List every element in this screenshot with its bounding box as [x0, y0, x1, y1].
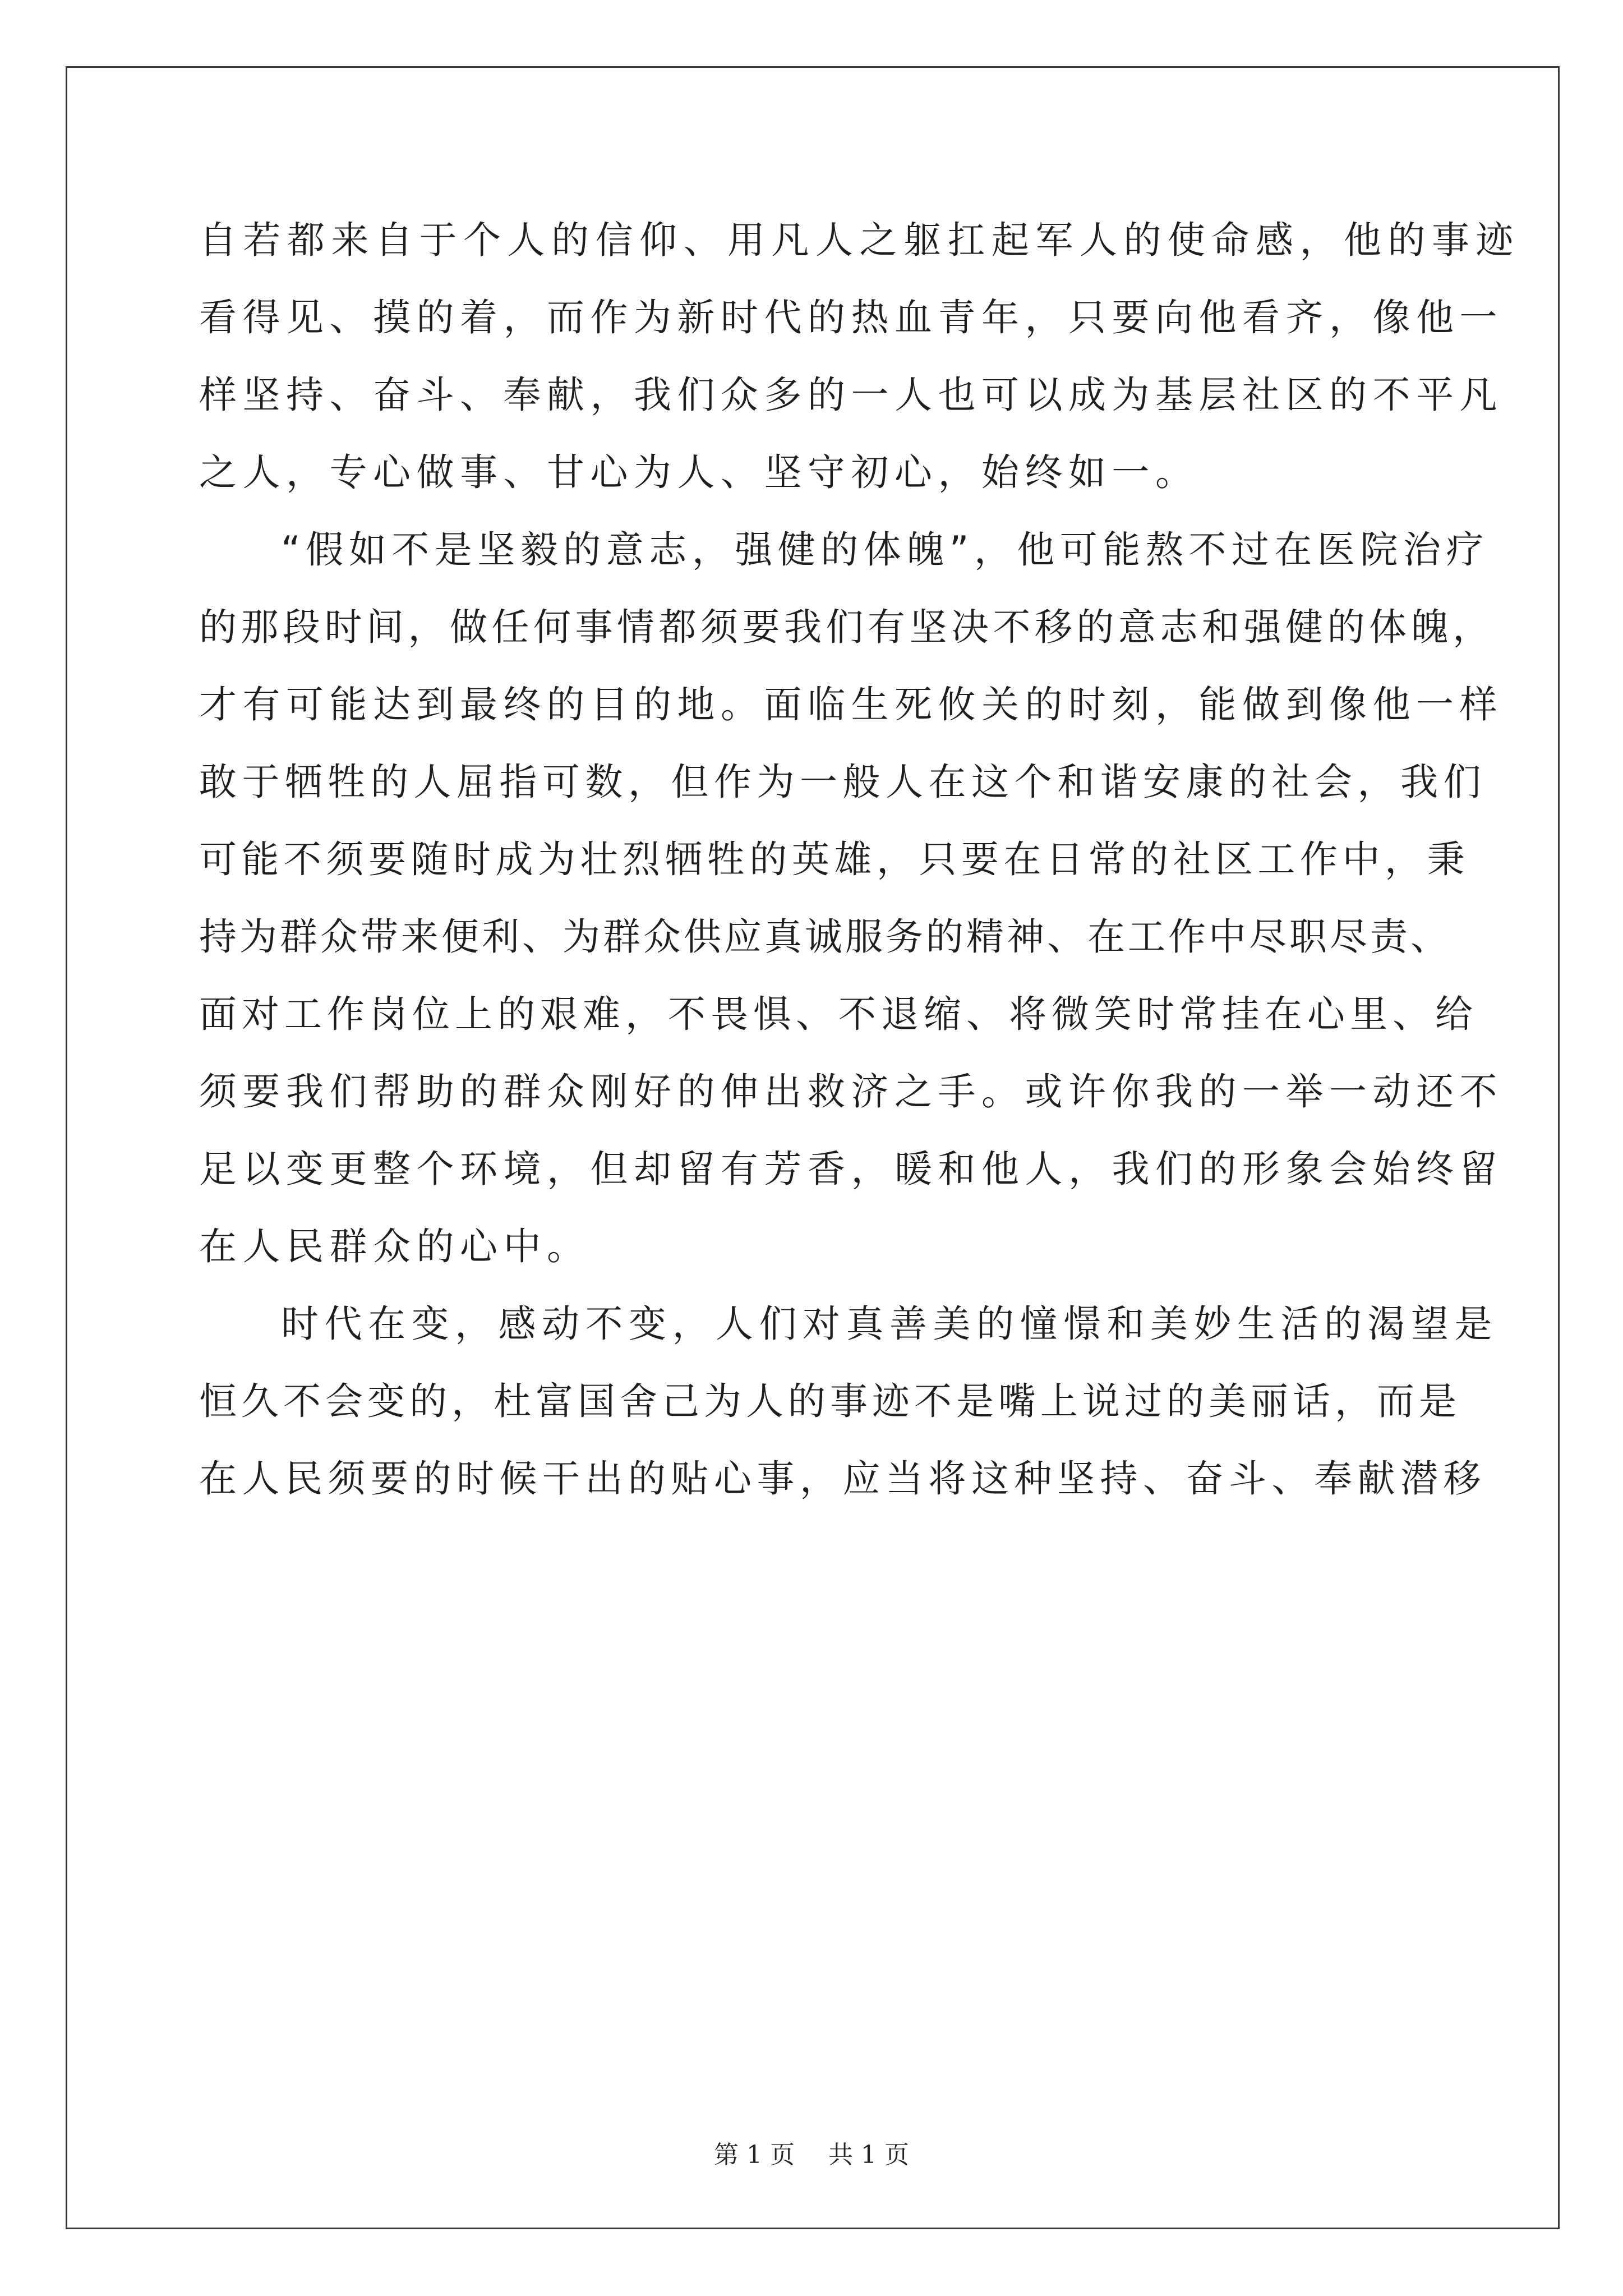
text-line: 足以变更整个环境，但却留有芳香，暖和他人，我们的形象会始终留 — [199, 1147, 1503, 1191]
page-number-total: 共 1 页 — [828, 2141, 909, 2169]
text-line: 自若都来自于个人的信仰、用凡人之躯扛起军人的使命感，他的事迹 — [199, 218, 1520, 262]
page-footer — [0, 2134, 1623, 2170]
text-line: 在人民须要的时候干出的贴心事，应当将这种坚持、奋斗、奉献潜移 — [199, 1457, 1486, 1501]
page-number-current: 第 1 页 — [714, 2141, 795, 2169]
text-line: 才有可能达到最终的目的地。面临生死攸关的时刻，能做到像他一样 — [199, 683, 1503, 726]
text-line: 面对工作岗位上的艰难，不畏惧、不退缩、将微笑时常挂在心里、给 — [199, 992, 1478, 1036]
text-line: “假如不是坚毅的意志，强健的体魄”，他可能熬不过在医院治疗 — [281, 528, 1489, 572]
text-line: 须要我们帮助的群众刚好的伸出救济之手。或许你我的一举一动还不 — [199, 1070, 1503, 1114]
document-body — [199, 218, 1520, 1534]
text-line: 看得见、摸的着，而作为新时代的热血青年，只要向他看齐，像他一 — [199, 296, 1503, 339]
text-line: 在人民群众的心中。 — [199, 1225, 591, 1268]
text-line: 持为群众带来便利、为群众供应真诚服务的精神、在工作中尽职尽责、 — [199, 915, 1451, 959]
text-line: 之人，专心做事、甘心为人、坚守初心，始终如一。 — [199, 450, 1199, 494]
text-line: 恒久不会变的，杜富国舍己为人的事迹不是嘴上说过的美丽话，而是 — [199, 1379, 1461, 1423]
text-line: 样坚持、奋斗、奉献，我们众多的一人也可以成为基层社区的不平凡 — [199, 373, 1503, 417]
text-line: 的那段时间，做任何事情都须要我们有坚决不移的意志和强健的体魄， — [199, 605, 1495, 649]
text-line: 敢于牺牲的人屈指可数，但作为一般人在这个和谐安康的社会，我们 — [199, 760, 1486, 804]
text-line: 时代在变，感动不变，人们对真善美的憧憬和美妙生活的渴望是 — [281, 1302, 1498, 1346]
text-line: 可能不须要随时成为壮烈牺牲的英雄，只要在日常的社区工作中，秉 — [199, 838, 1469, 881]
